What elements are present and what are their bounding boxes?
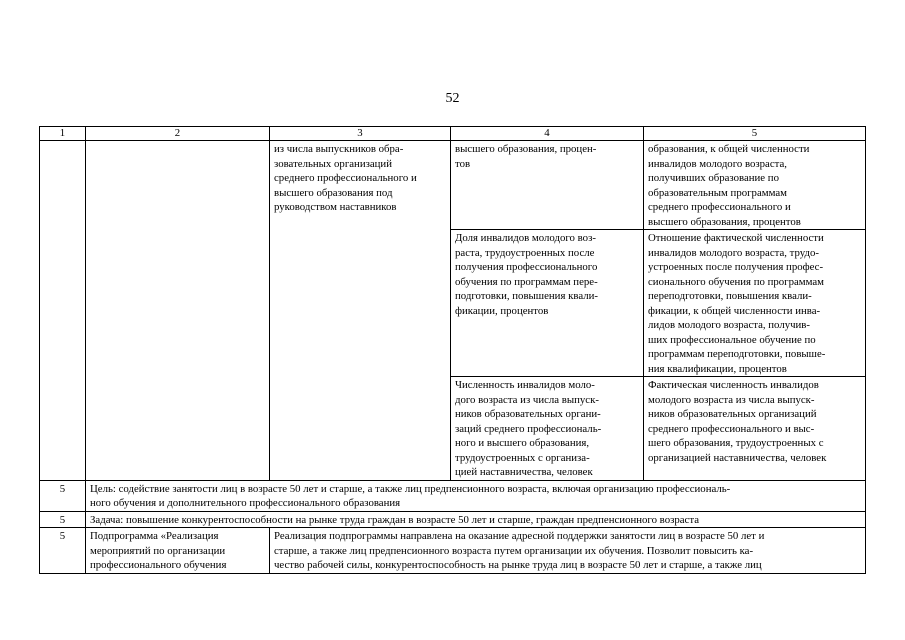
- header-cell-1: 1: [40, 127, 86, 141]
- task-text: [86, 511, 866, 528]
- text-line: чество рабочей силы, конкурентоспособность на рынке труда лиц в возрасте 50 лет и старше, а также лиц: [274, 559, 762, 571]
- text-line: лидов молодого возраста, получив-: [648, 319, 811, 331]
- goal-text: [86, 480, 866, 511]
- text-line: фикации, к общей численности инва-: [648, 304, 821, 317]
- text-line: руководством наставников: [274, 201, 397, 213]
- text-line: раста, трудоустроенных после: [455, 246, 595, 259]
- subprogram-name: [86, 528, 270, 574]
- cell-number: 5: [40, 511, 86, 528]
- text-line: цией наставничества, человек: [455, 466, 593, 478]
- text-line: Отношение фактической численности: [648, 232, 824, 244]
- text-line: инвалидов молодого возраста, трудо-: [648, 246, 819, 259]
- text-line: инвалидов молодого возраста,: [648, 157, 787, 170]
- cell-method: [644, 141, 866, 230]
- text-line: ния квалификации, процентов: [648, 362, 787, 375]
- header-cell-2: 2: [86, 127, 270, 141]
- text-line: зовательных организаций: [274, 157, 392, 170]
- table-header-row: [40, 127, 866, 141]
- table-row-task: [40, 511, 866, 528]
- text-line: высшего образования под: [274, 186, 393, 199]
- table-row: [40, 141, 866, 230]
- cell-method: [644, 230, 866, 377]
- cell-measure: [270, 141, 451, 481]
- cell-indicator: [451, 230, 644, 377]
- text-line: подготовки, повышения квали-: [455, 290, 598, 302]
- cell-number-empty: [40, 141, 86, 481]
- text-line: организацией наставничества, человек: [648, 451, 827, 464]
- text-line: Подпрограмма «Реализация: [90, 530, 219, 542]
- text-line: из числа выпускников обра-: [274, 143, 404, 155]
- text-line: образовательным программам: [648, 186, 787, 199]
- text-line: Доля инвалидов молодого воз-: [455, 232, 596, 244]
- indicators-table: [39, 126, 866, 574]
- table-row-goal: [40, 480, 866, 511]
- text-line: дого возраста из числа выпуск-: [455, 393, 599, 406]
- text-line: среднего профессионального и: [648, 201, 791, 213]
- cell-method: [644, 377, 866, 481]
- cell-name-empty: [86, 141, 270, 481]
- cell-number: 5: [40, 528, 86, 574]
- table-row-subprogram: [40, 528, 866, 574]
- text-line: образования, к общей численности: [648, 143, 810, 155]
- page-number: 52: [445, 91, 460, 106]
- text-line: Реализация подпрограммы направлена на оказание адресной поддержки занятости лиц в возрасте 50 лет и: [274, 530, 765, 542]
- text-line: заций среднего профессиональ-: [455, 422, 602, 435]
- text-line: фикации, процентов: [455, 304, 549, 317]
- text-line: устроенных после получения профес-: [648, 261, 824, 273]
- text-line: ших профессиональное обучение по: [648, 333, 816, 346]
- text-line: Численность инвалидов моло-: [455, 379, 595, 391]
- text-line: среднего профессионального и выс-: [648, 422, 815, 435]
- text-line: шего образования, трудоустроенных с: [648, 437, 824, 449]
- text-line: профессионального обучения: [90, 559, 227, 571]
- text-line: трудоустроенных с организа-: [455, 451, 590, 464]
- text-line: получения профессионального: [455, 261, 598, 273]
- header-cell-3: 3: [270, 127, 451, 141]
- text-line: ного обучения и дополнительного профессионального образования: [90, 497, 401, 509]
- text-line: мероприятий по организации: [90, 544, 226, 557]
- text-line: программам переподготовки, повыше-: [648, 348, 826, 360]
- header-cell-4: 4: [451, 127, 644, 141]
- text-line: тов: [455, 157, 471, 170]
- text-line: высшего образования, процентов: [648, 215, 801, 228]
- text-line: Фактическая численность инвалидов: [648, 379, 819, 391]
- text-line: ников образовательных органи-: [455, 408, 601, 420]
- header-cell-5: 5: [644, 127, 866, 141]
- cell-indicator: [451, 377, 644, 481]
- text-line: получивших образование по: [648, 172, 779, 184]
- cell-number: 5: [40, 480, 86, 511]
- text-line: старше, а также лиц предпенсионного возраста путем организации их обучения. Позволит повысить ка-: [274, 544, 754, 557]
- text-line: сионального обучения по программам: [648, 275, 824, 288]
- text-line: молодого возраста из числа выпуск-: [648, 393, 815, 406]
- text-line: переподготовки, повышения квали-: [648, 290, 812, 302]
- text-line: обучения по программам пере-: [455, 275, 598, 288]
- text-line: ного и высшего образования,: [455, 437, 590, 449]
- text-line: Цель: содействие занятости лиц в возрасте 50 лет и старше, а также лиц предпенсионного возраста, включая организацию профессиональ-: [90, 482, 731, 495]
- text-line: среднего профессионального и: [274, 172, 417, 184]
- subprogram-description: [270, 528, 866, 574]
- cell-indicator: [451, 141, 644, 230]
- text-line: ников образовательных организаций: [648, 408, 817, 420]
- text-line: Задача: повышение конкурентоспособности на рынке труда граждан в возрасте 50 лет и старше, граждан предпенсионного возраста: [90, 513, 699, 526]
- text-line: высшего образования, процен-: [455, 143, 597, 155]
